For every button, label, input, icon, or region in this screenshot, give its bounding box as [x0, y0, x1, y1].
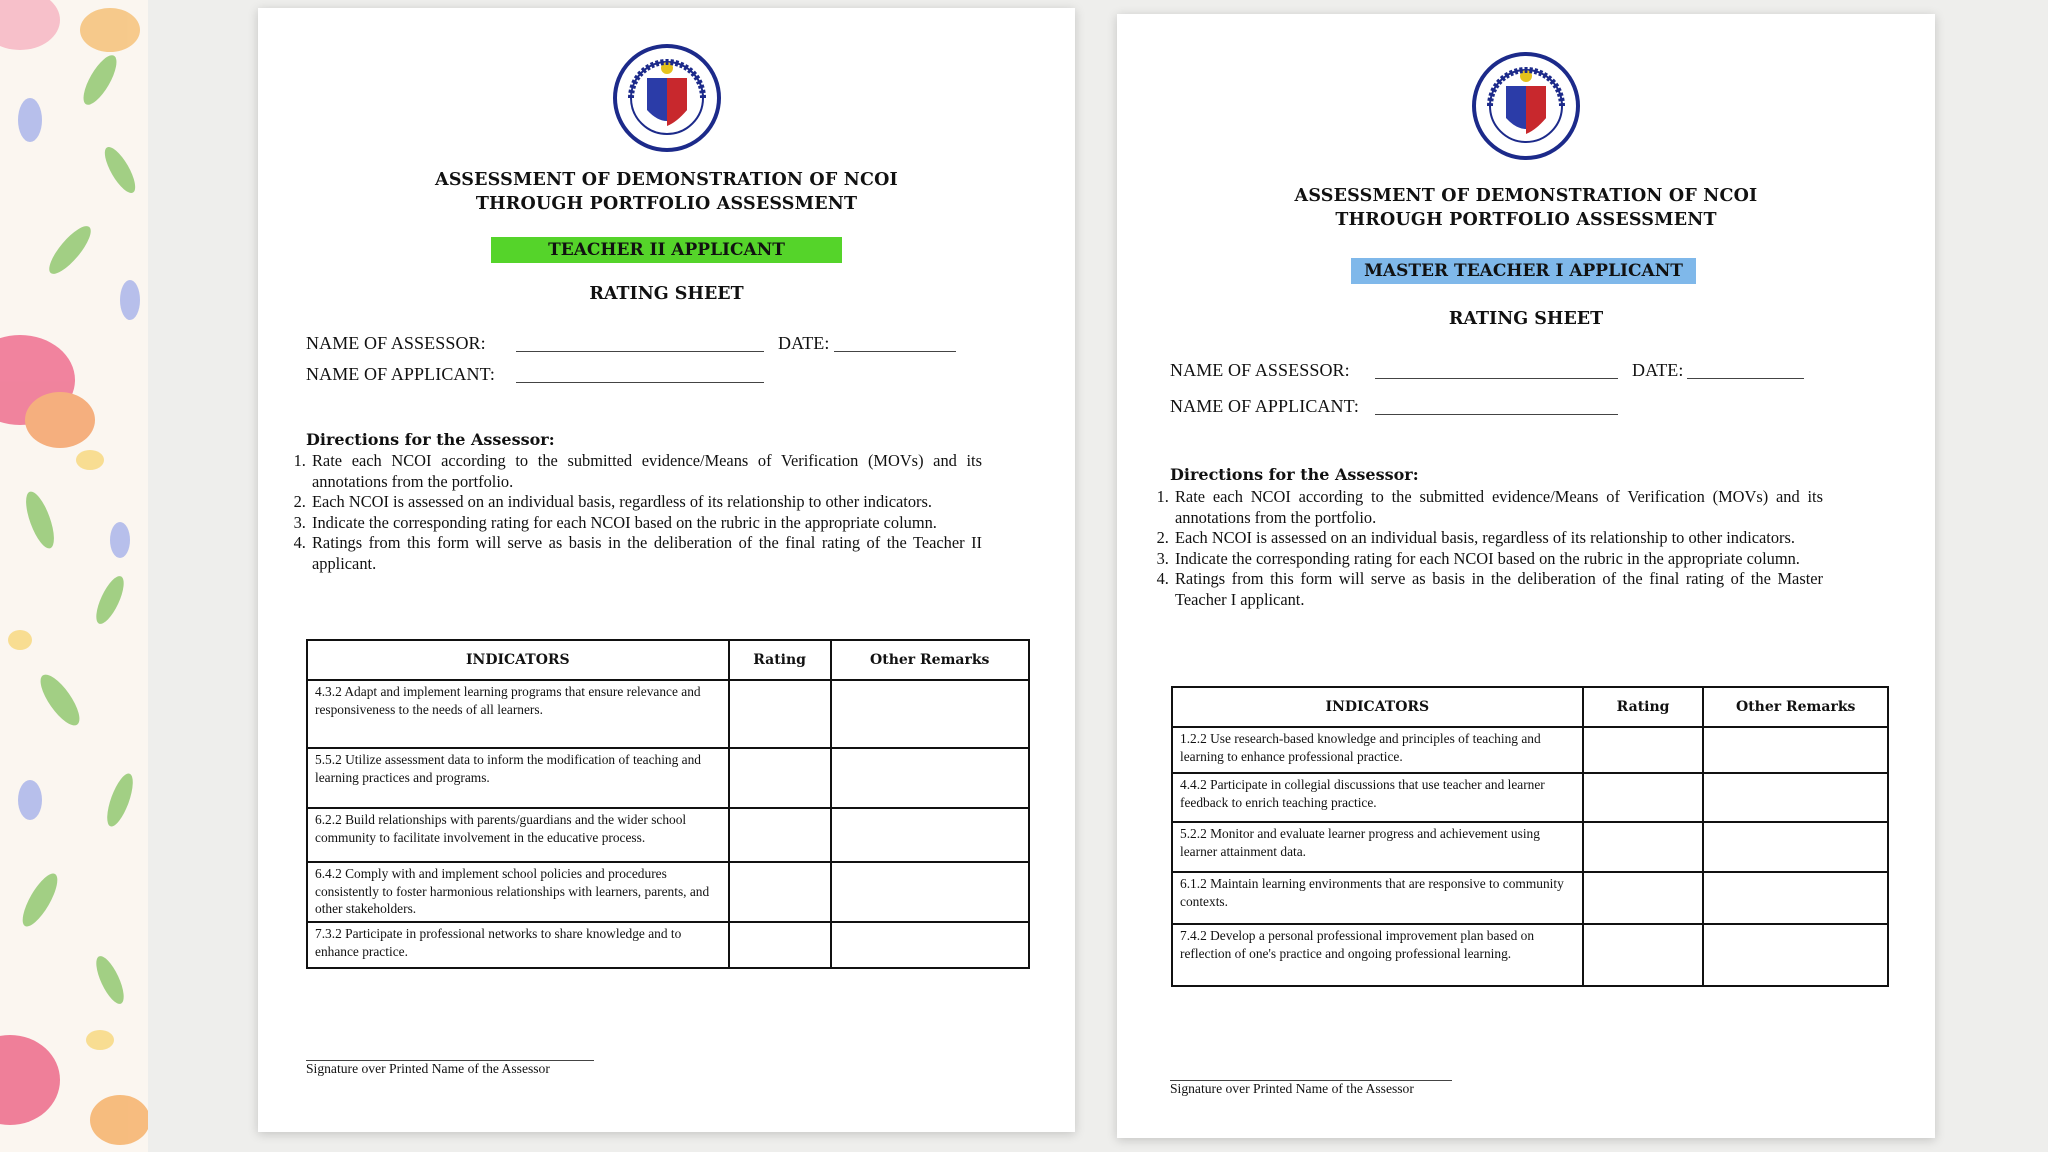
applicant-level-badge: TEACHER II APPLICANT	[491, 237, 842, 263]
direction-item: 2. Each NCOI is assessed on an individual basis, regardless of its relationship to other indicators.	[1173, 528, 1823, 549]
remarks-cell[interactable]	[1703, 872, 1888, 924]
indicator-cell: 4.4.2 Participate in collegial discussions that use teacher and learner feedback to enrich teaching practice.	[1172, 773, 1583, 822]
assessor-name-label: NAME OF ASSESSOR:	[306, 333, 486, 353]
indicators-column-header: INDICATORS	[307, 640, 729, 680]
direction-item: 3. Indicate the corresponding rating for each NCOI based on the rubric in the appropriate column.	[310, 513, 982, 534]
remarks-cell[interactable]	[831, 808, 1030, 862]
indicator-cell: 6.1.2 Maintain learning environments that are responsive to community contexts.	[1172, 872, 1583, 924]
applicant-name-label: NAME OF APPLICANT:	[1170, 396, 1359, 416]
direction-item: 1. Rate each NCOI according to the submitted evidence/Means of Verification (MOVs) and its annotations from the portfolio.	[310, 451, 982, 492]
table-row	[307, 922, 1029, 968]
table-row	[1172, 822, 1888, 872]
rating-cell[interactable]	[1583, 872, 1704, 924]
date-label: DATE:	[778, 333, 830, 353]
rating-cell[interactable]	[1583, 727, 1704, 773]
indicator-cell: 7.4.2 Develop a personal professional improvement plan based on reflection of one's practice and ongoing professional learning.	[1172, 924, 1583, 986]
remarks-cell[interactable]	[831, 680, 1030, 748]
direction-item: 2. Each NCOI is assessed on an individual basis, regardless of its relationship to other indicators.	[310, 492, 982, 513]
master-teacher-i-rating-sheet	[1117, 14, 1935, 1138]
applicant-name-label: NAME OF APPLICANT:	[306, 364, 495, 384]
indicators-table	[1171, 686, 1889, 987]
table-row	[1172, 924, 1888, 986]
indicator-cell: 7.3.2 Participate in professional networks to share knowledge and to enhance practice.	[307, 922, 729, 968]
rating-cell[interactable]	[729, 922, 831, 968]
assessor-name-field	[516, 351, 764, 352]
table-row	[307, 862, 1029, 922]
document-title-line-2: THROUGH PORTFOLIO ASSESSMENT	[475, 194, 858, 214]
indicator-cell: 4.3.2 Adapt and implement learning programs that ensure relevance and responsiveness to the needs of all learners.	[307, 680, 729, 748]
rating-cell[interactable]	[1583, 924, 1704, 986]
assessor-name-label: NAME OF ASSESSOR:	[1170, 360, 1350, 380]
table-header-row	[307, 640, 1029, 680]
remarks-column-header: Other Remarks	[831, 640, 1030, 680]
direction-item: 1. Rate each NCOI according to the submitted evidence/Means of Verification (MOVs) and its annotations from the portfolio.	[1173, 487, 1823, 528]
indicator-cell: 1.2.2 Use research-based knowledge and principles of teaching and learning to enhance professional practice.	[1172, 727, 1583, 773]
rating-cell[interactable]	[729, 748, 831, 808]
directions-heading: Directions for the Assessor:	[1170, 465, 1419, 484]
remarks-cell[interactable]	[831, 862, 1030, 922]
indicator-cell: 6.2.2 Build relationships with parents/guardians and the wider school community to facilitate involvement in the educative process.	[307, 808, 729, 862]
direction-item: 4. Ratings from this form will serve as basis in the deliberation of the final rating of the Teacher II applicant.	[310, 533, 982, 574]
rating-cell[interactable]	[1583, 822, 1704, 872]
document-title-line-1: ASSESSMENT OF DEMONSTRATION OF NCOI	[435, 170, 898, 190]
rating-column-header: Rating	[729, 640, 831, 680]
rating-sheet-title: RATING SHEET	[589, 284, 744, 304]
remarks-cell[interactable]	[1703, 924, 1888, 986]
remarks-cell[interactable]	[831, 922, 1030, 968]
table-row	[1172, 872, 1888, 924]
rating-column-header: Rating	[1583, 687, 1704, 727]
remarks-cell[interactable]	[1703, 727, 1888, 773]
signature-label: Signature over Printed Name of the Assessor	[1170, 1081, 1414, 1096]
floral-border-decoration	[0, 0, 148, 1152]
document-title-line-1: ASSESSMENT OF DEMONSTRATION OF NCOI	[1294, 186, 1758, 206]
table-row	[1172, 727, 1888, 773]
date-field	[1687, 378, 1804, 379]
remarks-cell[interactable]	[831, 748, 1030, 808]
table-header-row	[1172, 687, 1888, 727]
directions-list	[258, 451, 982, 574]
remarks-cell[interactable]	[1703, 773, 1888, 822]
deped-seal-logo	[1470, 46, 1582, 166]
table-row	[307, 808, 1029, 862]
indicators-column-header: INDICATORS	[1172, 687, 1583, 727]
document-title-line-2: THROUGH PORTFOLIO ASSESSMENT	[1335, 210, 1717, 230]
rating-sheet-title: RATING SHEET	[1448, 309, 1604, 329]
rating-cell[interactable]	[729, 862, 831, 922]
direction-item: 3. Indicate the corresponding rating for each NCOI based on the rubric in the appropriate column.	[1173, 549, 1823, 570]
teacher-ii-rating-sheet	[258, 8, 1075, 1132]
indicators-table	[306, 639, 1030, 969]
remarks-column-header: Other Remarks	[1703, 687, 1888, 727]
rating-cell[interactable]	[729, 808, 831, 862]
rating-cell[interactable]	[729, 680, 831, 748]
remarks-cell[interactable]	[1703, 822, 1888, 872]
direction-item: 4. Ratings from this form will serve as basis in the deliberation of the final rating of the Master Teacher I applicant.	[1173, 569, 1823, 610]
watercolor-flowers-image	[0, 0, 148, 1152]
directions-list	[1121, 487, 1823, 610]
deped-seal-logo	[611, 38, 723, 158]
applicant-name-field	[1375, 414, 1618, 415]
date-label: DATE:	[1632, 360, 1684, 380]
indicator-cell: 5.2.2 Monitor and evaluate learner progress and achievement using learner attainment data.	[1172, 822, 1583, 872]
applicant-level-badge: MASTER TEACHER I APPLICANT	[1351, 258, 1696, 284]
rating-cell[interactable]	[1583, 773, 1704, 822]
table-row	[1172, 773, 1888, 822]
indicator-cell: 6.4.2 Comply with and implement school policies and procedures consistently to foster harmonious relationships with learners, parents, and other stakeholders.	[307, 862, 729, 922]
table-row	[307, 748, 1029, 808]
directions-heading: Directions for the Assessor:	[306, 430, 555, 449]
indicator-cell: 5.5.2 Utilize assessment data to inform the modification of teaching and learning practices and programs.	[307, 748, 729, 808]
date-field	[834, 351, 956, 352]
signature-label: Signature over Printed Name of the Assessor	[306, 1061, 550, 1076]
assessor-name-field	[1375, 378, 1618, 379]
table-row	[307, 680, 1029, 748]
applicant-name-field	[516, 382, 764, 383]
